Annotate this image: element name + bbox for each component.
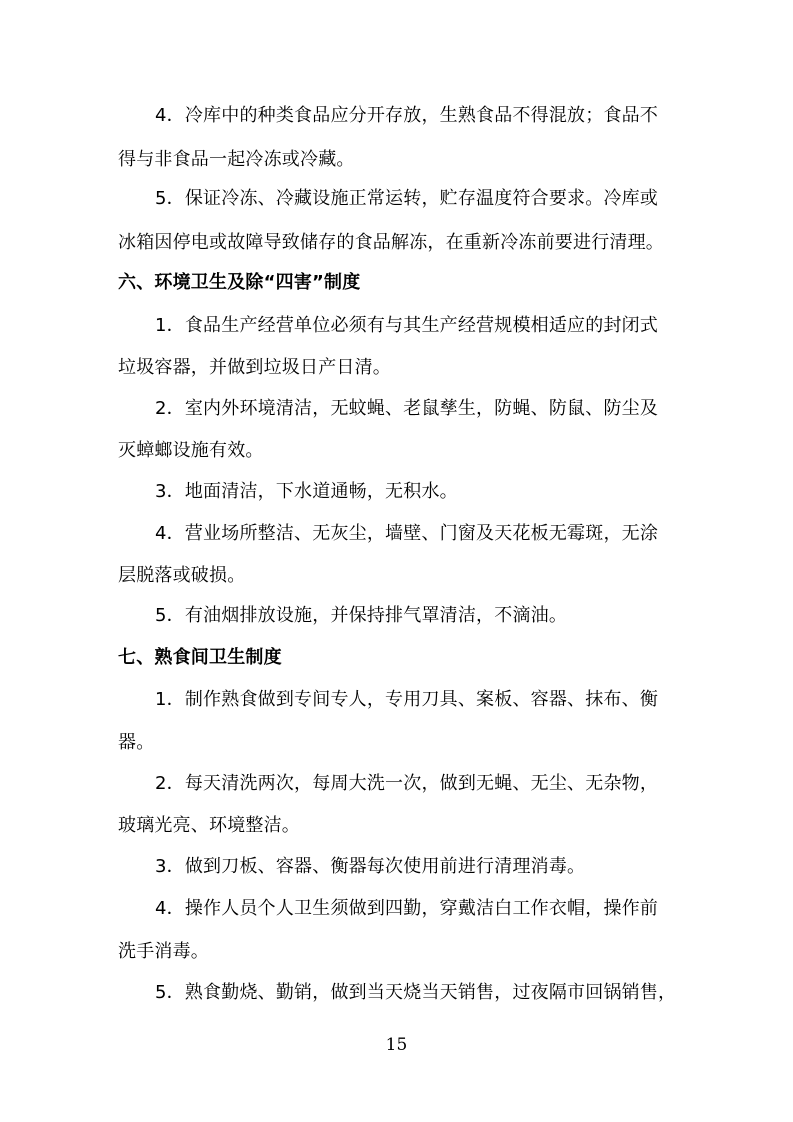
section-heading: 六、环境卫生及除“四害”制度	[118, 272, 361, 293]
paragraph-line: 5．保证冷冻、冷藏设施正常运转，贮存温度符合要求。冷库或	[155, 188, 659, 209]
paragraph-line: 灭蟑螂设施有效。	[118, 440, 264, 461]
paragraph-line: 5．有油烟排放设施，并保持排气罩清洁，不滴油。	[155, 605, 568, 626]
paragraph-line: 玻璃光亮、环境整洁。	[118, 815, 300, 836]
paragraph-line: 3．地面清洁，下水道通畅，无积水。	[155, 481, 458, 502]
section-heading: 七、熟食间卫生制度	[118, 647, 282, 668]
paragraph-line: 层脱落或破损。	[118, 565, 246, 586]
paragraph-line: 4．操作人员个人卫生须做到四勤，穿戴洁白工作衣帽，操作前	[155, 898, 659, 919]
paragraph-line: 冰箱因停电或故障导致储存的食品解冻，在重新冷冻前要进行清理。	[118, 232, 664, 253]
paragraph-line: 4．营业场所整洁、无灰尘，墙壁、门窗及天花板无霉斑，无涂	[155, 523, 659, 544]
paragraph-line: 5．熟食勤烧、勤销，做到当天烧当天销售，过夜隔市回锅销售，	[155, 982, 677, 1003]
paragraph-line: 2．每天清洗两次，每周大洗一次，做到无蝇、无尘、无杂物，	[155, 773, 659, 794]
paragraph-line: 2．室内外环境清洁，无蚊蝇、老鼠孳生，防蝇、防鼠、防尘及	[155, 398, 659, 419]
paragraph-line: 垃圾容器，并做到垃圾日产日清。	[118, 357, 391, 378]
paragraph-line: 得与非食品一起冷冻或冷藏。	[118, 149, 355, 170]
page-number: 15	[385, 1035, 408, 1055]
paragraph-line: 1．制作熟食做到专间专人，专用刀具、案板、容器、抹布、衡	[155, 689, 659, 710]
paragraph-line: 1．食品生产经营单位必须有与其生产经营规模相适应的封闭式	[155, 315, 659, 336]
paragraph-line: 4．冷库中的种类食品应分开存放，生熟食品不得混放；食品不	[155, 105, 659, 126]
paragraph-line: 器。	[118, 732, 155, 753]
paragraph-line: 洗手消毒。	[118, 941, 209, 962]
paragraph-line: 3．做到刀板、容器、衡器每次使用前进行清理消毒。	[155, 856, 586, 877]
